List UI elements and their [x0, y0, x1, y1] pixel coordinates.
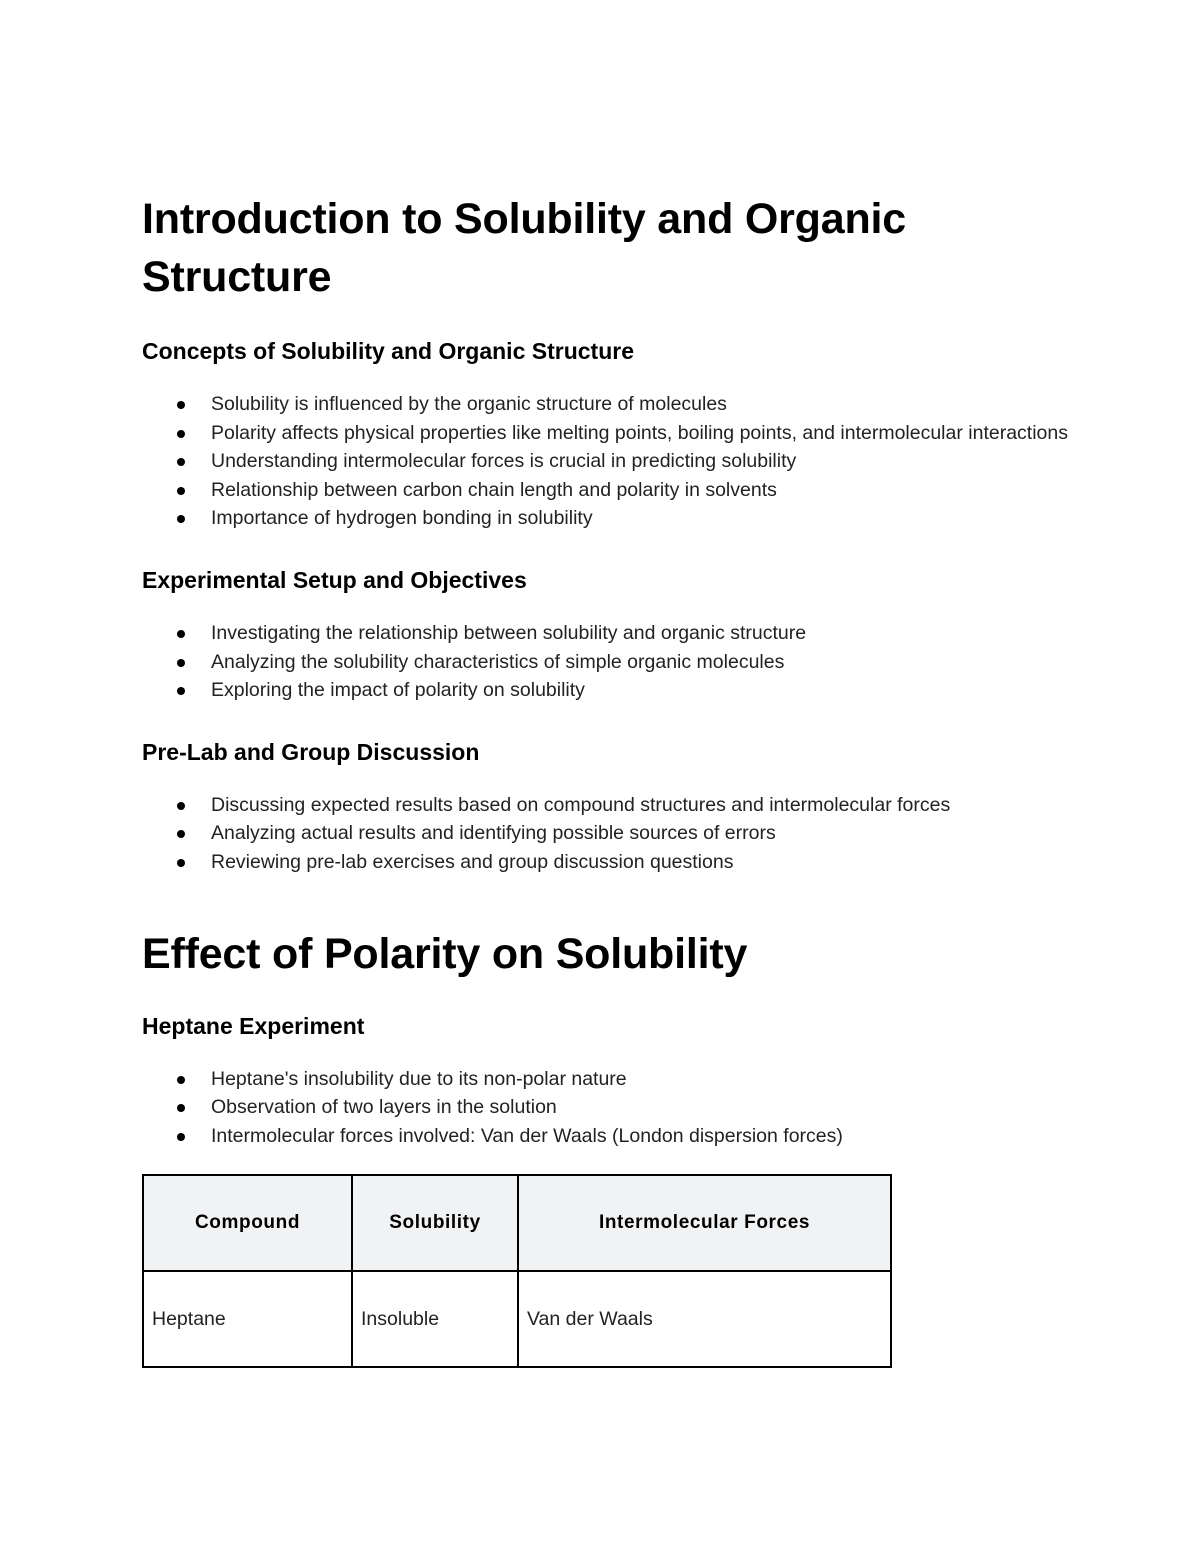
bullet-icon [177, 1133, 185, 1141]
bullet-icon [177, 802, 185, 810]
cell-solubility: Insoluble [352, 1271, 518, 1367]
heptane-list [142, 1065, 1072, 1151]
list-item: Discussing expected results based on compound structures and intermolecular forces [211, 791, 1072, 820]
document-page [142, 190, 1072, 1368]
heading-heptane: Heptane Experiment [142, 1012, 365, 1039]
heading-concepts: Concepts of Solubility and Organic Structure [142, 338, 634, 364]
column-header-compound: Compound [143, 1175, 352, 1271]
bullet-icon [177, 630, 185, 638]
list-item: Understanding intermolecular forces is crucial in predicting solubility [211, 447, 1072, 476]
column-header-solubility: Solubility [352, 1175, 518, 1271]
list-item: Solubility is influenced by the organic structure of molecules [211, 390, 1072, 419]
bullet-icon [177, 458, 185, 466]
cell-compound: Heptane [143, 1271, 352, 1367]
bullet-icon [177, 659, 185, 667]
bullet-icon [177, 1104, 185, 1112]
list-item: Analyzing actual results and identifying possible sources of errors [211, 819, 1072, 848]
list-item: Reviewing pre-lab exercises and group discussion questions [211, 848, 1072, 877]
bullet-icon [177, 487, 185, 495]
section-title-polarity: Effect of Polarity on Solubility [142, 929, 748, 978]
section-title-intro: Introduction to Solubility and Organic Structure [142, 195, 906, 301]
bullet-icon [177, 401, 185, 409]
list-item: Intermolecular forces involved: Van der Waals (London dispersion forces) [211, 1122, 1072, 1151]
list-item: Relationship between carbon chain length and polarity in solvents [211, 476, 1072, 505]
setup-list [142, 619, 1072, 705]
list-item: Observation of two layers in the solution [211, 1093, 1072, 1122]
bullet-icon [177, 1076, 185, 1084]
bullet-icon [177, 430, 185, 438]
bullet-icon [177, 687, 185, 695]
bullet-icon [177, 859, 185, 867]
table-header-row [143, 1175, 891, 1271]
concepts-list [142, 390, 1072, 533]
list-item: Analyzing the solubility characteristics of simple organic molecules [211, 648, 1072, 677]
compound-table [142, 1174, 892, 1368]
table-row [143, 1271, 891, 1367]
prelab-list [142, 791, 1072, 877]
bullet-icon [177, 515, 185, 523]
heading-setup: Experimental Setup and Objectives [142, 566, 527, 593]
list-item: Polarity affects physical properties like melting points, boiling points, and intermolecular interactions [211, 419, 1072, 448]
heading-prelab: Pre-Lab and Group Discussion [142, 738, 480, 765]
list-item: Importance of hydrogen bonding in solubility [211, 504, 1072, 533]
cell-intermolecular-forces: Van der Waals [518, 1271, 891, 1367]
list-item: Heptane's insolubility due to its non-polar nature [211, 1065, 1072, 1094]
list-item: Exploring the impact of polarity on solubility [211, 676, 1072, 705]
bullet-icon [177, 830, 185, 838]
column-header-intermolecular-forces: Intermolecular Forces [518, 1175, 891, 1271]
list-item: Investigating the relationship between solubility and organic structure [211, 619, 1072, 648]
